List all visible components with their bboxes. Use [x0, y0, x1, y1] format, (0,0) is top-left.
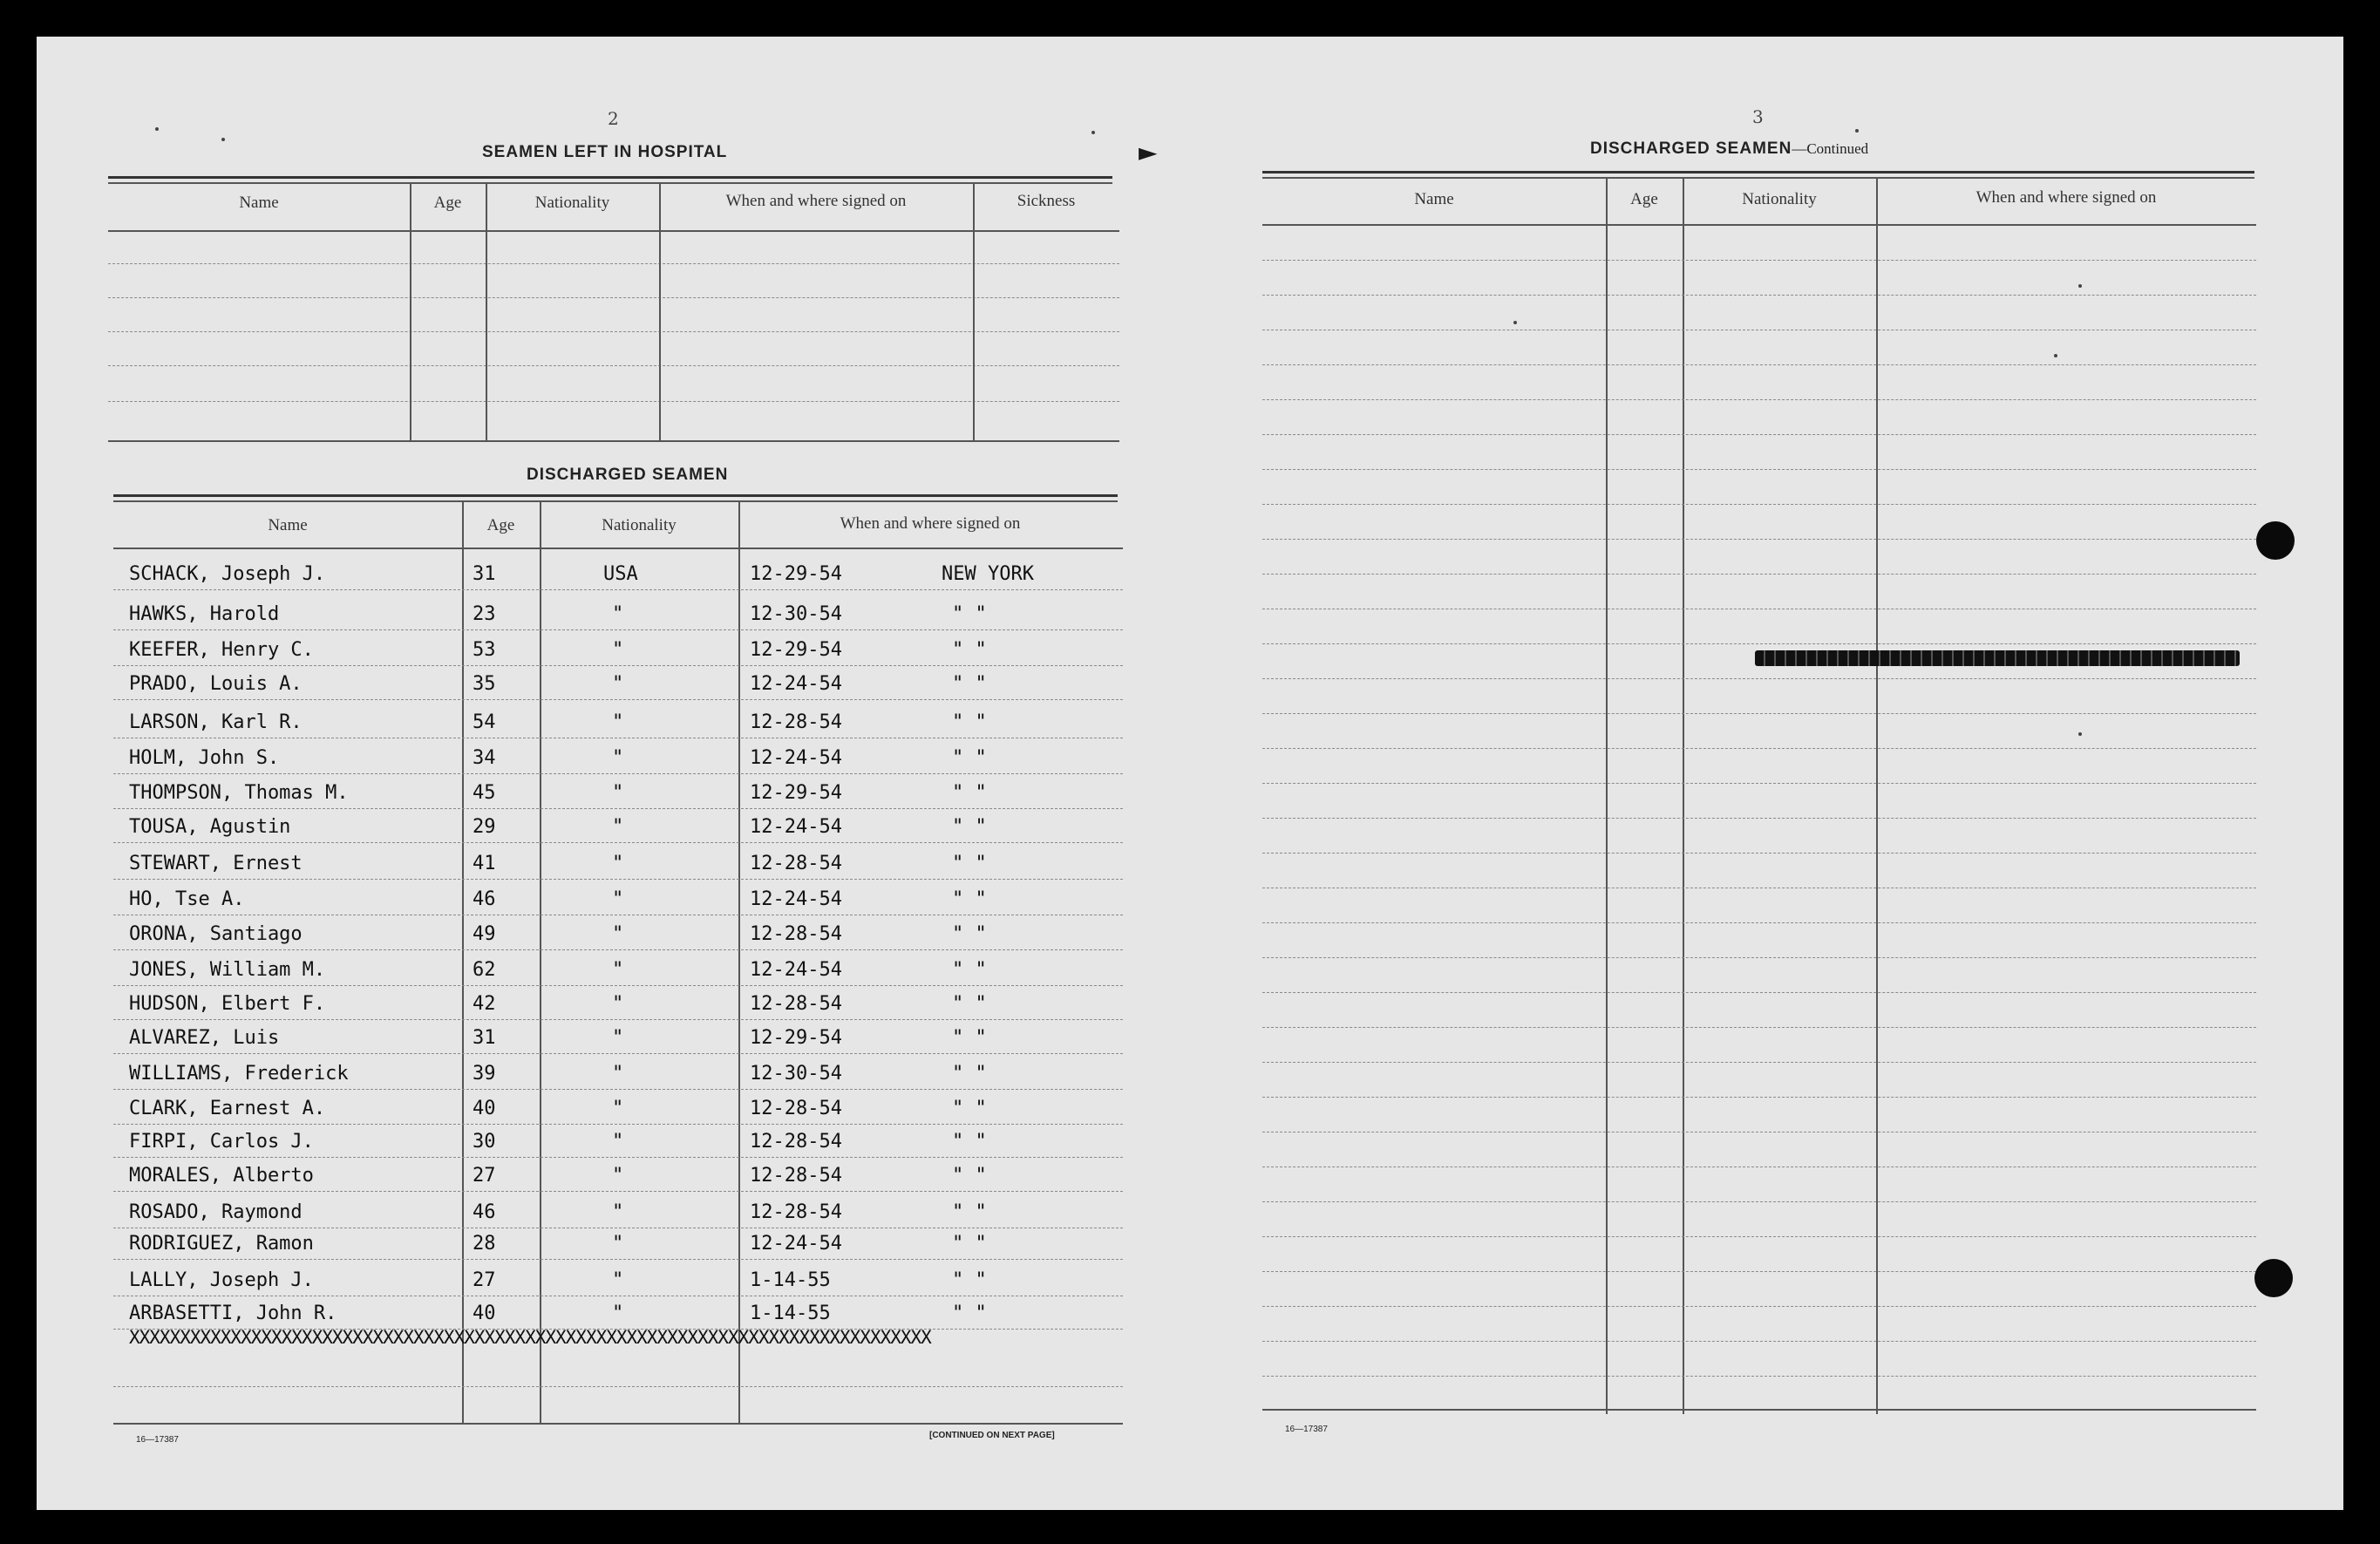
seaman-nationality: " [612, 1233, 624, 1255]
seaman-age: 54 [473, 711, 496, 733]
seaman-name: ALVAREZ, Luis [129, 1027, 280, 1049]
dotted-row-line [1262, 399, 2256, 400]
dotted-row-line [1262, 504, 2256, 505]
seaman-nationality: " [612, 747, 624, 769]
rule [113, 500, 1118, 502]
seaman-name: TOUSA, Agustin [129, 816, 291, 838]
column-divider [540, 501, 541, 1424]
signed-on-date: 1-14-55 [750, 1269, 831, 1291]
col-header-nationality: Nationality [534, 194, 610, 212]
rule [108, 182, 1112, 184]
signed-on-place: " " [952, 1233, 987, 1255]
dotted-row-line [113, 808, 1123, 809]
dotted-row-line [113, 699, 1123, 700]
dotted-row-line [113, 1089, 1123, 1090]
dotted-row-line [1262, 1376, 2256, 1377]
signed-on-place: " " [952, 1131, 987, 1153]
signed-on-date: 12-24-54 [750, 747, 842, 769]
seaman-name: JONES, William M. [129, 959, 326, 981]
seaman-age: 41 [473, 853, 496, 874]
seaman-name: HUDSON, Elbert F. [129, 993, 326, 1015]
seaman-name: PRADO, Louis A. [129, 673, 303, 695]
speck [1855, 129, 1859, 133]
dotted-row-line [1262, 260, 2256, 261]
signed-on-date: 12-30-54 [750, 1063, 842, 1085]
punch-hole [2254, 1259, 2293, 1297]
signed-on-date: 1-14-55 [750, 1303, 831, 1324]
dotted-row-line [1262, 1027, 2256, 1028]
signed-on-place: " " [952, 853, 987, 874]
dotted-row-line [1262, 713, 2256, 714]
signed-on-date: 12-24-54 [750, 1233, 842, 1255]
seaman-age: 53 [473, 639, 496, 661]
dotted-row-line [1262, 1097, 2256, 1098]
speck [1513, 321, 1517, 324]
signed-on-place: " " [952, 1063, 987, 1085]
seaman-nationality: " [612, 1098, 624, 1119]
signed-on-date: 12-28-54 [750, 853, 842, 874]
seaman-age: 62 [473, 959, 496, 981]
signed-on-date: 12-28-54 [750, 993, 842, 1015]
seaman-nationality: " [612, 1165, 624, 1187]
column-divider [462, 501, 464, 1424]
form-number-right: 16—17387 [1285, 1425, 1328, 1434]
seaman-name: HAWKS, Harold [129, 603, 280, 625]
dotted-row-line [1262, 643, 2256, 644]
dotted-row-line [1262, 1306, 2256, 1307]
seaman-nationality: " [612, 1063, 624, 1085]
signed-on-date: 12-28-54 [750, 1201, 842, 1223]
seaman-name: STEWART, Ernest [129, 853, 303, 874]
dotted-row-line [1262, 783, 2256, 784]
seaman-nationality: " [612, 711, 624, 733]
dotted-row-line [113, 985, 1123, 986]
seaman-age: 45 [473, 782, 496, 804]
speck [155, 127, 159, 131]
col-header-nationality: Nationality [602, 516, 677, 534]
dotted-row-line [113, 879, 1123, 880]
signed-on-date: 12-28-54 [750, 1098, 842, 1119]
signed-on-place: " " [952, 1098, 987, 1119]
seaman-name: KEEFER, Henry C. [129, 639, 314, 661]
seaman-nationality: " [612, 1269, 624, 1291]
rule [113, 494, 1118, 497]
signed-on-date: 12-24-54 [750, 959, 842, 981]
signed-on-place: " " [952, 1269, 987, 1291]
signed-on-place: " " [952, 993, 987, 1015]
arrow-mark: ► [1139, 138, 1158, 167]
seaman-nationality: " [612, 888, 624, 910]
seaman-age: 35 [473, 673, 496, 695]
seaman-name: SCHACK, Joseph J. [129, 563, 326, 585]
seaman-age: 27 [473, 1269, 496, 1291]
seaman-age: 46 [473, 1201, 496, 1223]
form-number-left: 16—17387 [136, 1435, 179, 1445]
signed-on-date: 12-24-54 [750, 816, 842, 838]
signed-on-date: 12-28-54 [750, 711, 842, 733]
seaman-nationality: " [612, 1027, 624, 1049]
signed-on-date: 12-28-54 [750, 1165, 842, 1187]
column-divider [659, 183, 661, 441]
dotted-row-line [1262, 1236, 2256, 1237]
dotted-row-line [113, 1124, 1123, 1125]
seaman-nationality: " [612, 959, 624, 981]
struck-through-line [1755, 650, 2240, 666]
continued-note: [CONTINUED ON NEXT PAGE] [929, 1431, 1055, 1440]
seaman-name: LARSON, Karl R. [129, 711, 303, 733]
signed-on-place: " " [952, 711, 987, 733]
dotted-row-line [113, 1157, 1123, 1158]
signed-on-place: " " [952, 959, 987, 981]
signed-on-date: 12-24-54 [750, 673, 842, 695]
seaman-age: 40 [473, 1303, 496, 1324]
seaman-age: 27 [473, 1165, 496, 1187]
seaman-name: HOLM, John S. [129, 747, 280, 769]
seaman-age: 42 [473, 993, 496, 1015]
dotted-row-line [1262, 992, 2256, 993]
seaman-name: LALLY, Joseph J. [129, 1269, 314, 1291]
seaman-nationality: " [612, 923, 624, 945]
col-header-age: Age [433, 194, 462, 212]
speck [221, 138, 225, 141]
signed-on-place: " " [952, 1027, 987, 1049]
seaman-nationality: " [612, 816, 624, 838]
seaman-nationality: " [612, 673, 624, 695]
dotted-row-line [1262, 469, 2256, 470]
dotted-row-line [113, 949, 1123, 950]
signed-on-date: 12-24-54 [750, 888, 842, 910]
speck [2078, 732, 2082, 736]
col-header-nationality: Nationality [1742, 190, 1817, 208]
seaman-name: MORALES, Alberto [129, 1165, 314, 1187]
col-header-name: Name [1414, 190, 1454, 208]
seaman-age: 28 [473, 1233, 496, 1255]
rule [1262, 1409, 2256, 1411]
seaman-name: HO, Tse A. [129, 888, 245, 910]
seaman-age: 34 [473, 747, 496, 769]
dotted-row-line [113, 1259, 1123, 1260]
signed-on-place: " " [952, 888, 987, 910]
col-header-signed-on: When and where signed on [840, 514, 1021, 533]
seaman-age: 30 [473, 1131, 496, 1153]
dotted-row-line [1262, 748, 2256, 749]
dotted-row-line [113, 665, 1123, 666]
dotted-row-line [1262, 818, 2256, 819]
dotted-row-line [1262, 853, 2256, 854]
signed-on-date: 12-30-54 [750, 603, 842, 625]
dotted-row-line [1262, 1341, 2256, 1342]
seaman-name: RODRIGUEZ, Ramon [129, 1233, 314, 1255]
dotted-row-line [1262, 1201, 2256, 1202]
seaman-nationality: " [612, 603, 624, 625]
col-header-age: Age [486, 516, 515, 534]
seaman-nationality: " [612, 1303, 624, 1324]
col-header-signed-on: When and where signed on [725, 192, 907, 210]
seaman-age: 23 [473, 603, 496, 625]
dotted-row-line [1262, 678, 2256, 679]
signed-on-date: 12-28-54 [750, 923, 842, 945]
punch-hole [2256, 521, 2295, 560]
struck-out-row: XXXXXXXXXXXXXXXXXXXXXXXXXXXXXXXXXXXXXXXXXXXXXXXXXXXXXXXXXXXXXXXXXXXXXXXXXXXXXXX [129, 1327, 931, 1348]
dotted-row-line [1262, 295, 2256, 296]
seaman-age: 29 [473, 816, 496, 838]
dotted-row-line [113, 1053, 1123, 1054]
col-header-name: Name [268, 516, 308, 534]
signed-on-date: 12-29-54 [750, 639, 842, 661]
seaman-nationality: " [612, 639, 624, 661]
seaman-nationality: USA [603, 563, 638, 585]
column-divider [410, 183, 411, 441]
seaman-name: WILLIAMS, Frederick [129, 1063, 349, 1085]
seaman-nationality: " [612, 1201, 624, 1223]
column-divider [1876, 178, 1878, 1414]
discharged-section-title: DISCHARGED SEAMEN [527, 466, 729, 484]
seaman-name: ORONA, Santiago [129, 923, 303, 945]
dotted-row-line [113, 1191, 1123, 1192]
dotted-row-line [113, 842, 1123, 843]
rule [108, 230, 1119, 232]
speck [2054, 354, 2057, 357]
signed-on-place: " " [952, 923, 987, 945]
column-divider [1683, 178, 1684, 1414]
seaman-name: ARBASETTI, John R. [129, 1303, 337, 1324]
signed-on-place: " " [952, 603, 987, 625]
dotted-row-line [108, 365, 1119, 366]
dotted-row-line [1262, 957, 2256, 958]
dotted-row-line [113, 629, 1123, 630]
dotted-row-line [1262, 434, 2256, 435]
column-divider [738, 501, 740, 1424]
seaman-age: 49 [473, 923, 496, 945]
dotted-row-line [113, 773, 1123, 774]
seaman-name: CLARK, Earnest A. [129, 1098, 326, 1119]
rule [108, 176, 1112, 179]
signed-on-place: " " [952, 747, 987, 769]
signed-on-date: 12-29-54 [750, 563, 842, 585]
speck [1091, 131, 1095, 134]
seaman-age: 39 [473, 1063, 496, 1085]
seaman-name: ROSADO, Raymond [129, 1201, 303, 1223]
seaman-nationality: " [612, 782, 624, 804]
col-header-signed-on: When and where signed on [1975, 188, 2157, 207]
dotted-row-line [1262, 922, 2256, 923]
rule [108, 440, 1119, 442]
seaman-age: 31 [473, 1027, 496, 1049]
seaman-age: 40 [473, 1098, 496, 1119]
signed-on-place: NEW YORK [942, 563, 1034, 585]
rule [113, 548, 1123, 549]
page-number-left: 2 [608, 108, 619, 129]
seaman-nationality: " [612, 853, 624, 874]
column-divider [1606, 178, 1608, 1414]
signed-on-place: " " [952, 816, 987, 838]
dotted-row-line [113, 1386, 1123, 1387]
dotted-row-line [108, 297, 1119, 298]
dotted-row-line [113, 589, 1123, 590]
dotted-row-line [108, 263, 1119, 264]
signed-on-place: " " [952, 639, 987, 661]
continued-section-title [1590, 139, 1868, 159]
dotted-row-line [1262, 1062, 2256, 1063]
dotted-row-line [108, 401, 1119, 402]
signed-on-date: 12-29-54 [750, 782, 842, 804]
seaman-age: 46 [473, 888, 496, 910]
seaman-name: FIRPI, Carlos J. [129, 1131, 314, 1153]
seaman-nationality: " [612, 1131, 624, 1153]
signed-on-place: " " [952, 782, 987, 804]
signed-on-place: " " [952, 1303, 987, 1324]
seaman-age: 31 [473, 563, 496, 585]
dotted-row-line [1262, 1271, 2256, 1272]
rule [1262, 177, 2254, 179]
dotted-row-line [1262, 364, 2256, 365]
signed-on-place: " " [952, 673, 987, 695]
signed-on-date: 12-29-54 [750, 1027, 842, 1049]
continued-section-title-main: DISCHARGED SEAMEN [1590, 139, 1792, 158]
signed-on-place: " " [952, 1165, 987, 1187]
dotted-row-line [108, 331, 1119, 332]
signed-on-date: 12-28-54 [750, 1131, 842, 1153]
rule [1262, 224, 2256, 226]
col-header-age: Age [1630, 190, 1658, 208]
signed-on-place: " " [952, 1201, 987, 1223]
column-divider [486, 183, 487, 441]
hospital-section-title: SEAMEN LEFT IN HOSPITAL [482, 143, 728, 161]
seaman-name: THOMPSON, Thomas M. [129, 782, 349, 804]
column-divider [973, 183, 975, 441]
seaman-nationality: " [612, 993, 624, 1015]
col-header-name: Name [239, 194, 279, 212]
speck [2078, 284, 2082, 288]
dotted-row-line [1262, 539, 2256, 540]
rule [113, 1423, 1123, 1425]
continued-section-title-suffix: —Continued [1792, 140, 1869, 157]
dotted-row-line [1262, 574, 2256, 575]
col-header-sickness: Sickness [1017, 192, 1076, 210]
dotted-row-line [113, 1019, 1123, 1020]
rule [1262, 171, 2254, 173]
page-number-right: 3 [1752, 106, 1764, 127]
